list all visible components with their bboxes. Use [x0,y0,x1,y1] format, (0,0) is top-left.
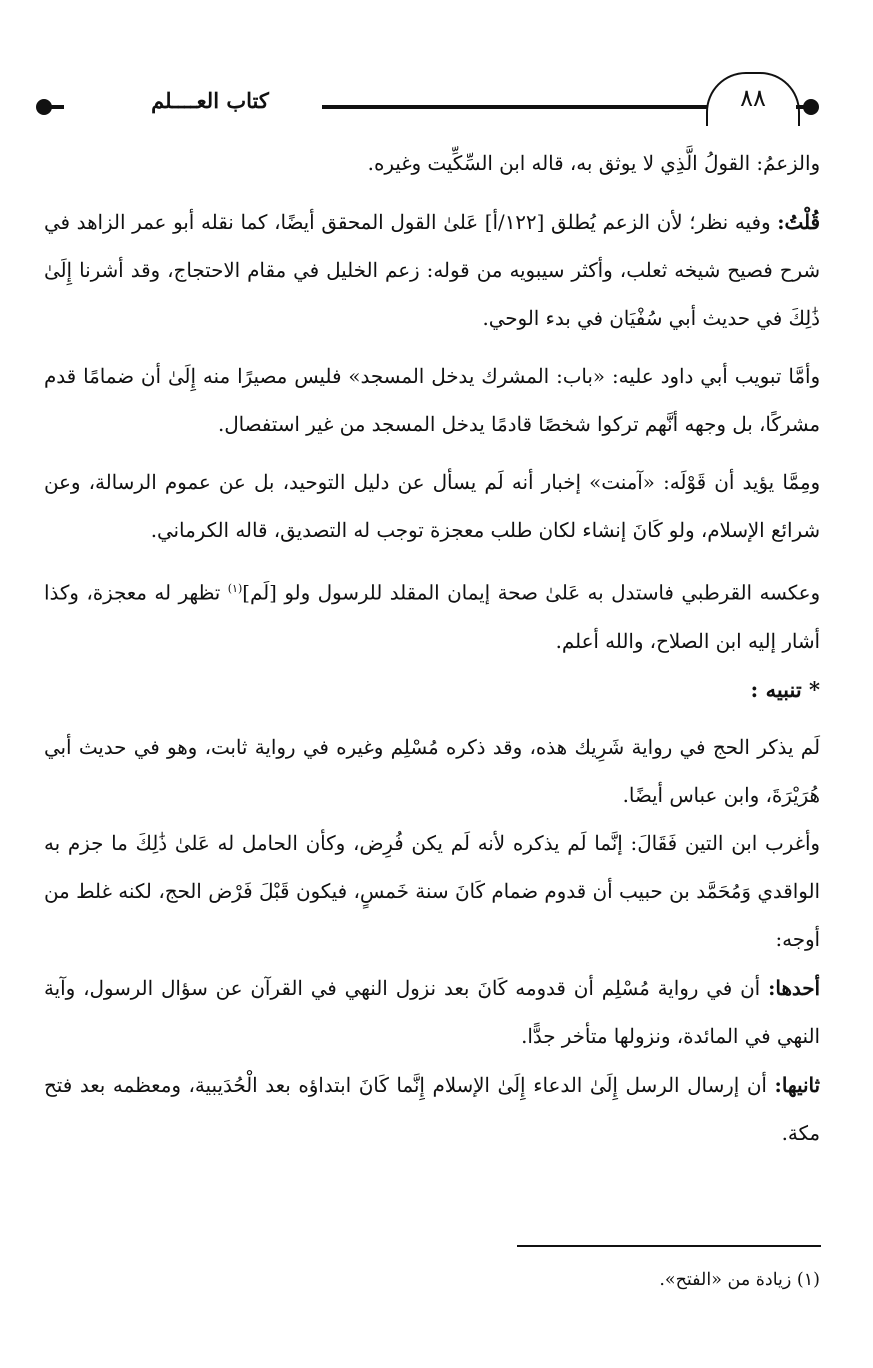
page-number: ٨٨ [740,84,766,112]
running-title: كتاب العــــلم [151,88,269,113]
paragraph-2 [44,198,820,343]
footnote-reference: (١) [227,582,243,595]
header-rule-left [50,105,64,109]
section-heading: * تنبيه : [750,676,820,702]
paragraph-1: والزعمُ: القولُ الَّذِي لا يوثق به، قاله ابن السِّكِّيت وغيره. [367,152,820,175]
paragraph-9 [44,1061,820,1158]
paragraph-7: وأغرب ابن التين فَقَالَ: إنَّما لَم يذكره لأنه لَم يكن فُرِض، وكأن الحامل له عَلىٰ ذَٰلِكَ ما جزم به الواقدي وَمُحَمَّد بن حبيب أن قدوم ضمام كَانَ سنة خَمسٍ، فيكون قَبْلَ فَرْض الحج، لكنه غلط من أوجه: [44,831,820,951]
body-text [44,140,820,1158]
paragraph-4: ومِمَّا يؤيد أن قَوْلَه: «آمنت» إخبار أنه لَم يسأل عن دليل التوحيد، بل عن عموم الرسالة، وعن شرائع الإسلام، ولو كَانَ إنشاء لكان طلب معجزة توجب له التصديق، قاله الكرماني. [44,471,820,542]
paragraph-2-lead: قُلْتُ: [777,210,820,234]
paragraph-9-text: أن إرسال الرسل إِلَىٰ الدعاء إِلَىٰ الإسلام إِنَّما كَانَ ابتداؤه بعد الْحُدَيبية، ومعظمه بعد فتح مكة. [44,1073,820,1145]
paragraph-3: وأمَّا تبويب أبي داود عليه: «باب: المشرك يدخل المسجد» فليس مصيرًا منه إِلَىٰ أن ضمامًا قدم مشركًا، بل وجهه أنَّهم تركوا شخصًا قادمًا يدخل المسجد من غير استفصال. [44,365,820,436]
paragraph-8-text: أن في رواية مُسْلِم أن قدومه كَانَ بعد نزول النهي في القرآن عن سؤال الرسول، وآية النهي في المائدة، ونزولها متأخر جدًّا. [44,976,820,1048]
page-number-box [706,72,800,126]
paragraph-6: لَم يذكر الحج في رواية شَرِيك هذه، وقد ذكره مُسْلِم وغيره في رواية ثابت، وهو في حديث أبي هُرَيْرَةَ، وابن عباس أيضًا. [44,735,820,807]
paragraph-9-lead: ثانيها: [774,1072,820,1097]
paragraph-5 [44,565,820,666]
paragraph-8-lead: أحدها: [768,975,820,1000]
footnote: (١) زيادة من «الفتح». [659,1270,820,1290]
header-rule-right [322,105,708,109]
paragraph-5-a: وعكسه القرطبي فاستدل به عَلىٰ صحة إيمان المقلد للرسول ولو [لَم] [242,581,821,605]
paragraph-5-b: تظهر له معجزة، وكذا أشار إليه ابن الصلاح، والله أعلم. [44,581,820,653]
paragraph-2-text: وفيه نظر؛ لأن الزعم يُطلق [١٢٢/أ] عَلىٰ القول المحقق أيضًا، كما نقله أبو عمر الزاهد في شرح فصيح شيخه ثعلب، وأكثر سيبويه من قوله: زعم الخليل في مقام الاحتجاج، وقد أشرنا إِلَىٰ ذَٰلِكَ في حديث أبي سُفْيَان في بدء الوحي. [44,211,820,330]
paragraph-8 [44,964,820,1061]
header-ornament-right [803,99,819,115]
footnote-separator [517,1245,821,1247]
